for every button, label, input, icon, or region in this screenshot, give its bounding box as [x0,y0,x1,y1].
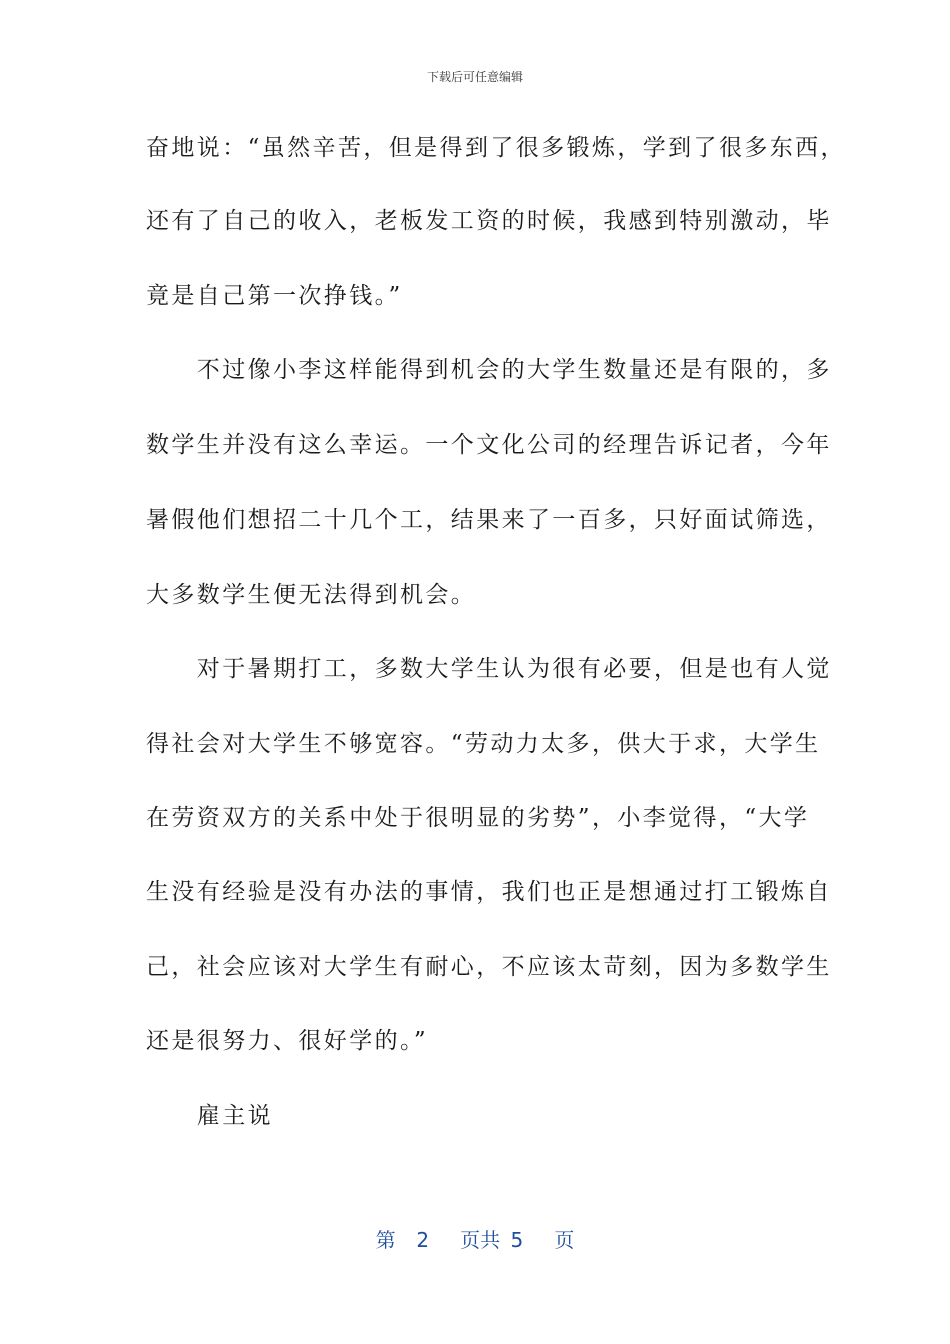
text-line: 生没有经验是没有办法的事情，我们也正是想通过打工锻炼自 [146,879,832,905]
text-line: 数学生并没有这么幸运。一个文化公司的经理告诉记者，今年 [146,432,832,458]
text-line: 己，社会应该对大学生有耐心，不应该太苛刻，因为多数学生 [146,954,832,980]
text-line: 大多数学生便无法得到机会。 [146,582,477,608]
section-heading: 雇主说 [146,1103,273,1129]
text-line: 还有了自己的收入，老板发工资的时候，我感到特别激动，毕 [146,208,832,234]
header-note: 下载后可任意编辑 [426,70,523,84]
text-line: 奋地说：“虽然辛苦，但是得到了很多锻炼，学到了很多东西， [146,135,846,161]
text-line: 得社会对大学生不够宽容。“劳动力太多，供大于求，大学生 [146,731,821,757]
text-line: 竟是自己第一次挣钱。” [146,283,403,309]
text-line: 还是很努力、很好学的。” [146,1028,429,1054]
text-line: 暑假他们想招二十几个工，结果来了一百多，只好面试筛选， [146,507,832,533]
text-line: 不过像小李这样能得到机会的大学生数量还是有限的，多 [146,357,832,383]
text-line: 在劳资双方的关系中处于很明显的劣势”，小李觉得，“大学 [146,805,810,831]
text-line: 对于暑期打工，多数大学生认为很有必要，但是也有人觉 [146,656,832,682]
page-number: 第 2 页共 5 页 [375,1228,575,1252]
